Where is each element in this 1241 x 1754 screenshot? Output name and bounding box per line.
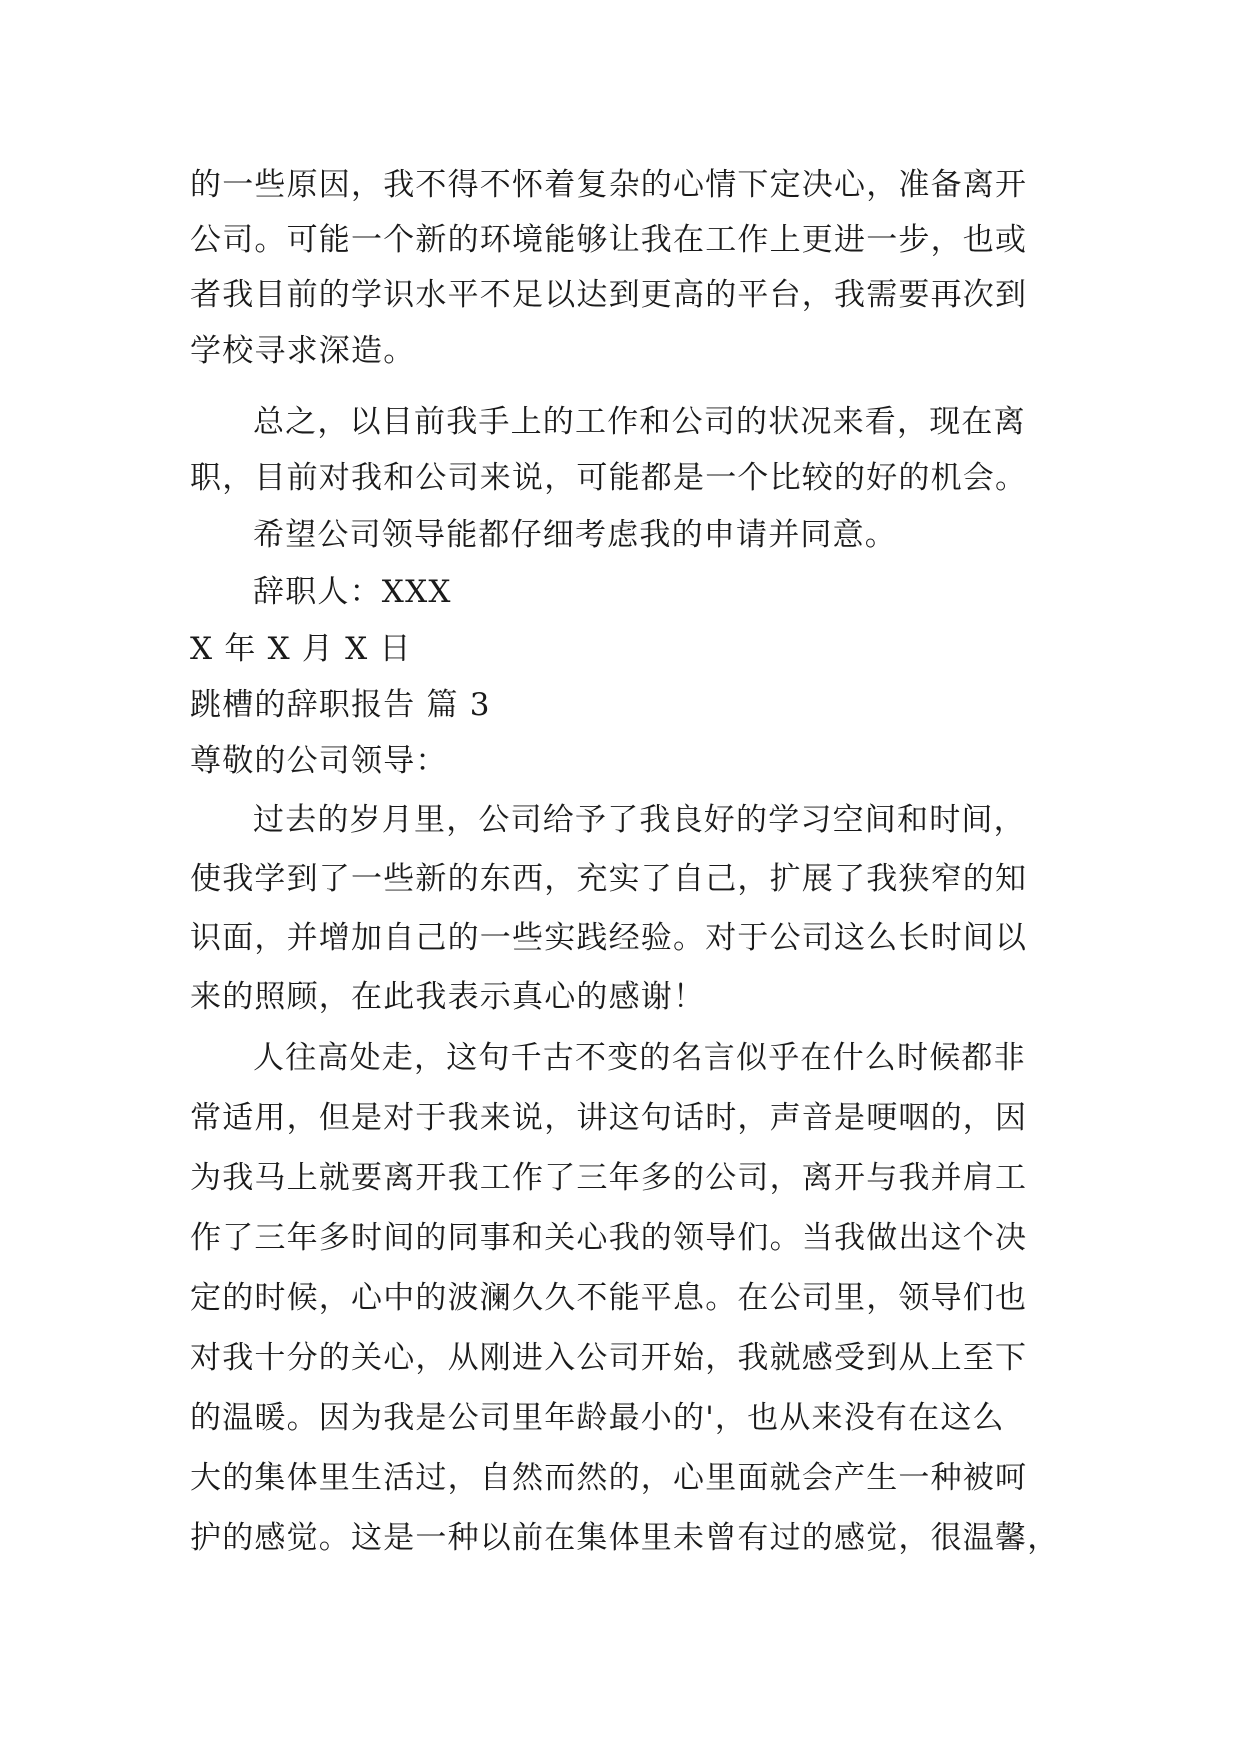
paragraph-line: 的一些原因，我不得不怀着复杂的心情下定决心，准备离开 (190, 167, 1028, 203)
paragraph-line: 作了三年多时间的同事和关心我的领导们。当我做出这个决 (190, 1220, 1028, 1256)
paragraph-line: 公司。可能一个新的环境能够让我在工作上更进一步，也或 (190, 222, 1028, 258)
paragraph-line: 常适用，但是对于我来说，讲这句话时，声音是哽咽的，因 (190, 1100, 1028, 1136)
paragraph-line: 对我十分的关心，从刚进入公司开始，我就感受到从上至下 (190, 1340, 1028, 1376)
date-line: X 年 X 月 X 日 (190, 631, 412, 667)
paragraph-line: 总之，以目前我手上的工作和公司的状况来看，现在离 (253, 404, 1026, 440)
paragraph-line: 使我学到了一些新的东西，充实了自己，扩展了我狭窄的知 (190, 861, 1028, 897)
paragraph-line: 过去的岁月里，公司给予了我良好的学习空间和时间， (253, 802, 1026, 838)
paragraph-line: 为我马上就要离开我工作了三年多的公司，离开与我并肩工 (190, 1160, 1028, 1196)
paragraph-line: 大的集体里生活过，自然而然的，心里面就会产生一种被呵 (190, 1460, 1028, 1496)
signature-line: 辞职人：XXX (253, 574, 452, 610)
paragraph-line: 的温暖。因为我是公司里年龄最小的'，也从来没有在这么 (190, 1400, 1005, 1436)
salutation: 尊敬的公司领导： (190, 743, 448, 779)
paragraph-line: 职，目前对我和公司来说，可能都是一个比较的好的机会。 (190, 460, 1028, 496)
section-heading: 跳槽的辞职报告 篇 3 (190, 687, 491, 723)
paragraph-line: 来的照顾，在此我表示真心的感谢！ (190, 979, 706, 1015)
paragraph-line: 定的时候，心中的波澜久久不能平息。在公司里，领导们也 (190, 1280, 1028, 1316)
paragraph-line: 人往高处走，这句千古不变的名言似乎在什么时候都非 (253, 1040, 1026, 1076)
paragraph-line: 识面，并增加自己的一些实践经验。对于公司这么长时间以 (190, 920, 1028, 956)
paragraph-line: 希望公司领导能都仔细考虑我的申请并同意。 (253, 517, 897, 553)
paragraph-line: 者我目前的学识水平不足以达到更高的平台，我需要再次到 (190, 277, 1028, 313)
paragraph-line: 护的感觉。这是一种以前在集体里未曾有过的感觉，很温馨， (190, 1520, 1060, 1556)
paragraph-line: 学校寻求深造。 (190, 333, 416, 369)
